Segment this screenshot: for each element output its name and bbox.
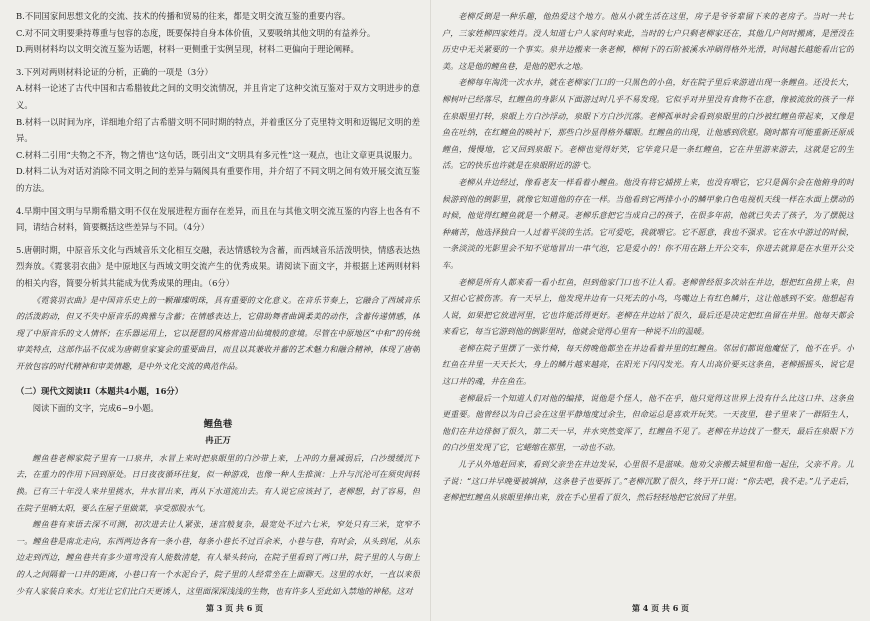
- page-divider: [430, 0, 431, 621]
- story-paragraph-8: 老柳最后一个知道人们对他的编排，说他是个怪人，他不在乎，他只觉得这世界上没有什么比这口井、这条鱼更重要。他曾经以为自己会在这里平静地度过余生，但命运总是喜欢开玩笑。一天夜里，巷子里来了一群陌生人，他们在井边徘徊了很久，第二天一早，井水突然变浑了，红鲤鱼不见了。老柳在井边找了一整天，最后在泉眼下方的白沙里发现了它，它蜷缩在那里，一动也不动。: [442, 392, 854, 453]
- section-2-title: （二）现代文阅读II（本题共4小题，16分）: [16, 386, 184, 397]
- story-paragraph-2: 鲤鱼巷有来语去深不可测，初次进去让人紧张，迷宫般复杂，最宽处不过六七米，窄处只有三米，宽窄不一。鲤鱼巷是南北走向，东西两边各有一条小巷，每条小巷长不过百余米，小巷与巷，有时会，从头到尾，从东边走到西边，鲤鱼巷共有多少道弯没有人能数清楚，有人晕头转向，在院子里看到了两口井，院子里的人与街上的人之间隔着一口井的距离，小巷口有一个水泥台子，院子里的人经常坐在上面聊天。这里的水好，一直以来很少有人家装自来水。灯光让它们比白天更诱人，这里面深深浅浅的生物，也有许多人至此如入禁地的神秘。这对: [16, 519, 420, 596]
- page-number-left: 第 3 页 共 6 页: [206, 603, 264, 613]
- story-paragraph-3: 老柳反倒是一种乐趣，他热爱这个地方。他从小就生活在这里，房子是爷爷辈留下来的老房子。当时一共七户，三家姓柳四家姓肖。没人知道七户人家何时来此，当时的七户只剩老柳家还在，其他几户何时搬离，是湮没在历史中无关紧要的一个事实。泉井边搬来一条老柳，柳树下的石阶被溪水冲刷得格外光滑，时间越长越能看出它的美。这是他的鲤鱼巷，是他的肥水之地。: [442, 11, 854, 71]
- story-paragraph-1: 鲤鱼巷老柳家院子里有一口泉井，水冒上来时把泉眼里的白沙带上来，上冲的力量减弱后，白沙缓缓沉下去，在重力的作用下回到原处。日日夜夜循环往复，似一种游戏，也像一种人生推演：上升与沉沦可在须臾间转换。已有三十年没人来井里挑水，井水冒出来，再从下水道流出去。有人说它应该封了，老柳想，封了容易，但在院子里晒太阳，要么在屋子里做菜，享受那股水气。: [16, 452, 420, 513]
- story-title: 鲤鱼巷: [203, 418, 233, 430]
- q2-option-c: C.对不同文明要秉持尊重与包容的态度，既要保持自身本体价值，又要吸纳其他文明的有益养分。: [16, 27, 376, 38]
- q2-option-b: B.不同国家间思想文化的交流、技术的传播和贸易的往来，都是文明交流互鉴的重要内容。: [16, 11, 351, 21]
- page-number-right: 第 4 页 共 6 页: [632, 603, 690, 613]
- story-paragraph-9: 儿子从外地赶回来，看到父亲坐在井边发呆，心里很不是滋味。他劝父亲搬去城里和他一起住，父亲不肯。儿子说：“这口井早晚要被填掉，这条巷子也要拆了。”老柳沉默了很久，终于开口说：“你去吧，我不走。”儿子走后，老柳把红鲤鱼从泉眼里捧出来，放在手心里看了很久，然后轻轻地把它放回了井里。: [442, 459, 854, 503]
- story-paragraph-5: 老柳从井边经过，像看老友一样看着小鲤鱼。他没有将它捕捞上来，也没有喂它，它只是偶尔会在他俯身的时候游到他的倒影里，就像它知道他的存在一样。当他看到它两排小小的鳞甲象白色电视机天线一样在水面上摆动的时候，他觉得红鲤鱼就是一个精灵。老柳乐意把它当成自己的孩子，在很多年前，他就已失去了孩子，为了摆脱这种痛苦，他选择独自一人过着平淡的生活。它可爱吃，我就喂它。它不愿意，我也不强求。它在水中游过的时候，一条淡淡的光影里会不知不觉地冒出一串气泡，它是爱小的！你不用在路上开公交车，你进去就算是在水里开公交车。: [442, 176, 854, 270]
- right-page: [442, 8, 854, 596]
- q3-stem: 3.下列对两则材料论证的分析，正确的一项是（3分）: [16, 66, 213, 77]
- section-2-instruction: 阅读下面的文字，完成6~9小题。: [32, 403, 159, 414]
- q3-option-c: C.材料二引用“夫物之不齐，物之情也”这句话，既引出文“文明具有多元性”这一观点，也让文章更具说服力。: [16, 149, 418, 160]
- story-paragraph-7: 老柳在院子里摆了一张竹椅，每天傍晚他都坐在井边看着井里的红鲤鱼。邻居们都说他魔怔了，他不在乎。小红鱼在井里一天天长大，身上的鳞片越来越亮，在阳光下闪闪发光。有人出高价要买这条鱼，老柳摇摇头，说它是这口井的魂，井在鱼在。: [442, 342, 854, 387]
- q4: 4.早期中国文明与早期希腊文明不仅在发展进程方面存在差异，而且在与其他文明交流互鉴的内容上也各有不同，请结合材料，简要概括这些差异与不同。（4分）: [16, 205, 420, 233]
- left-page: [16, 8, 420, 596]
- q3-option-b: B.材料一以时间为序，详细地介绍了古希腊文明不同时期的特点，并着重区分了克里特文明和迈锡尼文明的差异。: [16, 116, 420, 144]
- story-paragraph-6: 老柳是所有人都来看一看小红鱼，但到他家门口也不让人看。老柳曾经很多次站在井边，想把红鱼捞上来，但又担心它被伤害。有一天早上，他发现井边有一只死去的小鸟，鸟嘴边上有红色鳞片，这让他感到不安。他想起有人说，如果把它放进河里，它也许能活得更好。老柳在井边站了很久，最后还是决定把红鱼留在井里。他每天都会来看它，每当它游到他的倒影里时，他就会觉得心里有一种说不出的温暖。: [442, 276, 854, 337]
- q3-option-d: D.材料二认为对话对消除不同文明之间的差异与隔阂具有重要作用，并介绍了不同文明之间有效开展交流互鉴的方法。: [16, 166, 420, 193]
- q2-option-d: D.两则材料均以文明交流互鉴为话题，材料一更侧重于实例呈现，材料二更偏向于理论阐释。: [16, 44, 359, 55]
- q3-option-a: A.材料一论述了古代中国和古希腊彼此之间的文明交流情况，并且肯定了这种交流互鉴对于双方文明进步的意义。: [16, 83, 420, 110]
- q5: 5.唐朝时期，中原音乐文化与西域音乐文化相互交融，表达情感较为含蓄，而西域音乐活泼明快，情感表达热烈奔放。《霓裳羽衣曲》是中原地区与西域文明交流产生的优秀成果。请阅读下面文字，并根据上述两则材料的相关内容，简要分析其共能成为优秀成果的理由。（6分）: [16, 244, 420, 288]
- story-author: 冉正万: [205, 436, 231, 447]
- story-paragraph-4: 老柳每年淘洗一次水井，就在老柳家门口的一只黑色的小鱼，好在院子里后来游进出现一条鲤鱼。还没长大，柳树叶已经落尽，红鲤鱼的身影从下面游过时几乎不易发现。它似乎对井里没有食物不在意，像被流放的孩子一样在泉眼里打转，泉眼上方白沙浮动，泉眼下方白沙沉落。老柳孤单时会看到泉眼里的白沙被红鲤鱼带起来，又像是鱼在吐纳，在红鲤鱼的映衬下，那些白沙显得格外耀眼。红鲤鱼的出现，让他感到欣慰。随时都有可能重新还原成鲤鱼，慢慢地，它又回到泉眼下。老柳也觉得好笑，它毕竟只是一条红鲤鱼，它在井里游来游去，这就是它的生活。它的快乐也许就是在泉眼附近的游弋。: [442, 77, 854, 171]
- q5-quote: 《霓裳羽衣曲》是中国音乐史上的一颗璀璨明珠，具有重要的文化意义。在音乐节奏上，它融合了西域音乐的活泼韵动，但又不失中原音乐的典雅与含蓄；在情感表达上，它借助舞者曲调柔美的动作，含蓄传递情感，体现了中原音乐的文人情怀；在乐器运用上，它以琵琶的风格营造出仙境般的意境。尽管在中原地区“中和”的传统审美特点，这部作品不仅成为唐朝皇家宴会的重要曲目，而且以其兼收并蓄的艺术魅力和融合精神，体现了唐朝开放包容的时代精神和审美情趣，是中外文化交流的典范作品。: [16, 294, 420, 371]
